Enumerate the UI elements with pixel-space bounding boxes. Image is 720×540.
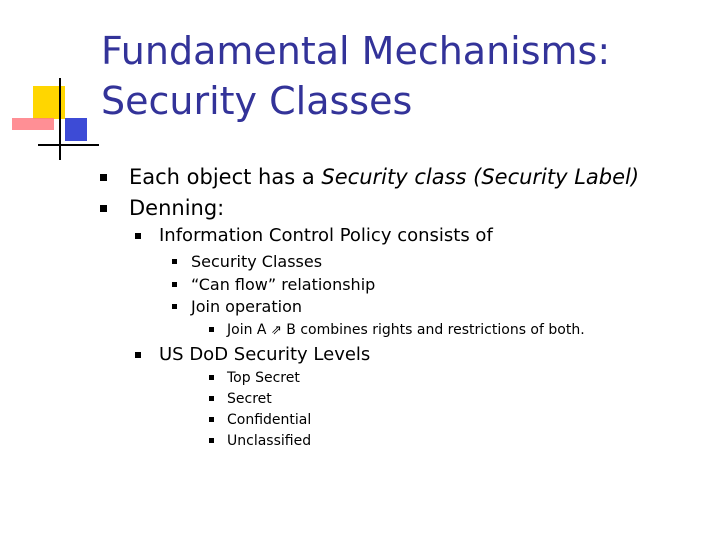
policy-item	[191, 274, 375, 295]
vertical-line-decoration	[59, 78, 61, 160]
bullet-text: Secret	[227, 391, 272, 407]
bullet-text: Unclassified	[227, 433, 312, 449]
bullet-text: Information Control Policy consists of	[159, 225, 493, 246]
security-level-item	[227, 368, 300, 388]
bullet-object-security-class	[129, 163, 639, 191]
bullet-square-icon	[135, 233, 141, 239]
bullet-italic-text: Security class (Security Label)	[321, 165, 640, 189]
bullet-square-icon	[100, 205, 107, 212]
horizontal-line-decoration	[38, 144, 99, 146]
join-prefix-text: Join A	[227, 322, 271, 338]
red-bar-decoration	[12, 118, 54, 130]
sub-bullet-dod-security-levels	[159, 343, 370, 367]
security-level-item	[227, 389, 272, 409]
bullet-text: US DoD Security Levels	[159, 344, 371, 365]
bullet-square-icon	[209, 396, 214, 401]
policy-item	[191, 251, 322, 272]
policy-item	[191, 296, 302, 317]
join-suffix-text: B combines rights and restrictions of both.	[281, 322, 585, 338]
join-description	[227, 320, 585, 341]
bullet-text: Join operation	[191, 297, 302, 316]
title-line-2: Security Classes	[101, 79, 413, 123]
bullet-square-icon	[135, 352, 141, 358]
bullet-text: Denning:	[129, 196, 225, 220]
bullet-denning	[129, 194, 224, 222]
bullet-square-icon	[172, 282, 177, 287]
bullet-text: “Can flow” relationship	[191, 275, 376, 294]
security-level-item	[227, 410, 311, 430]
bullet-square-icon	[209, 438, 214, 443]
bullet-square-icon	[100, 174, 107, 181]
title-line-1: Fundamental Mechanisms:	[101, 29, 611, 73]
bullet-text: Each object has a	[129, 165, 322, 189]
bullet-text: Confidential	[227, 412, 312, 428]
slide-title	[101, 26, 610, 126]
bullet-square-icon	[209, 327, 214, 332]
arrow-icon: ⇗	[270, 323, 282, 338]
bullet-square-icon	[209, 375, 214, 380]
bullet-square-icon	[172, 259, 177, 264]
bullet-text: Top Secret	[227, 370, 300, 386]
bullet-square-icon	[209, 417, 214, 422]
bullet-text: Security Classes	[191, 252, 323, 271]
blue-square-decoration	[65, 118, 87, 141]
sub-bullet-information-control-policy	[159, 224, 493, 248]
bullet-square-icon	[172, 304, 177, 309]
security-level-item	[227, 431, 311, 451]
